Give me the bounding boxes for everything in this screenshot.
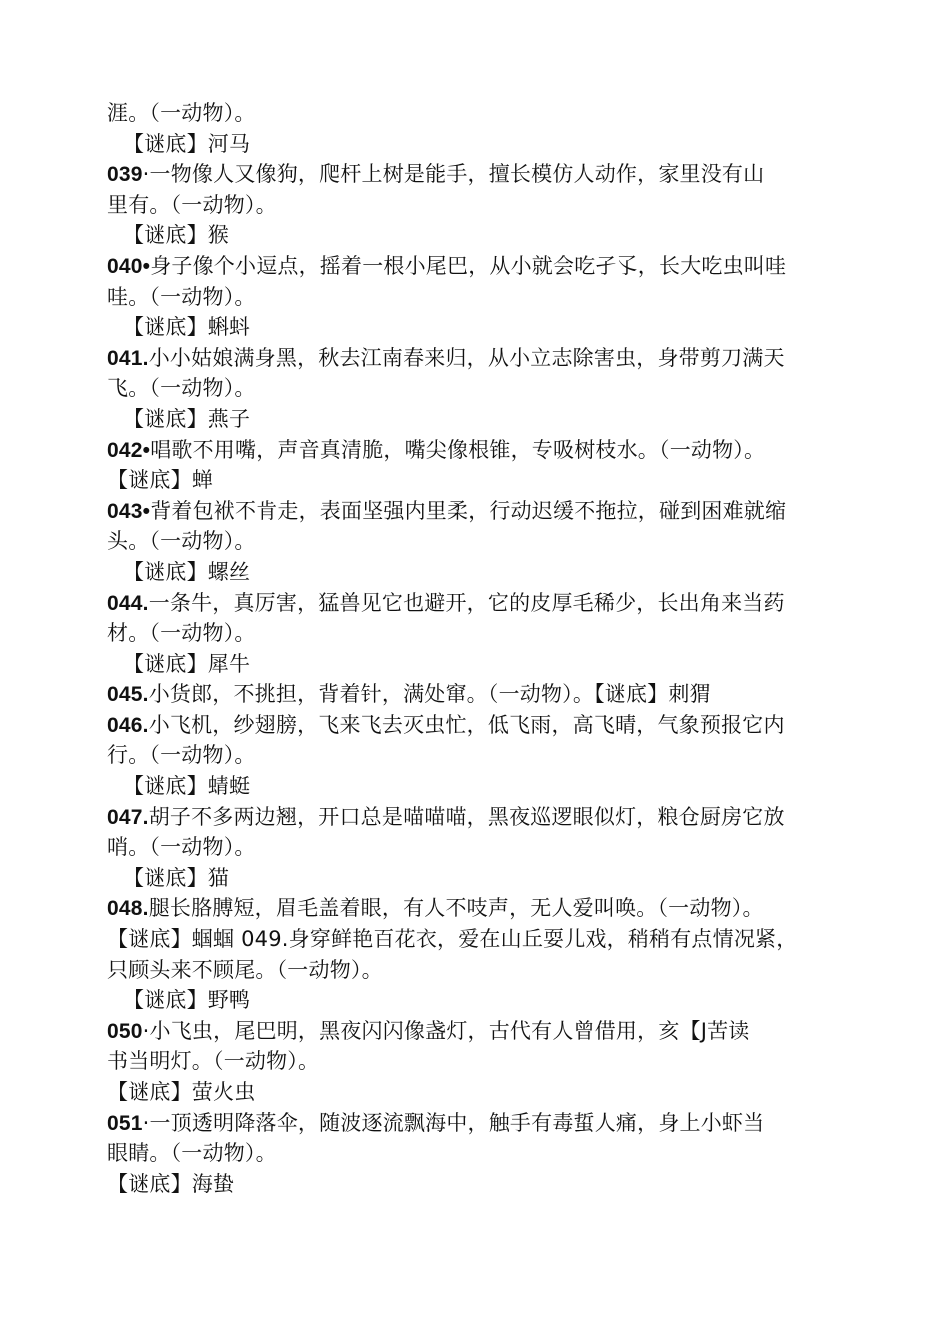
line-text: ·一顶透明降落伞，随波逐流飘海中，触手有毒蜇人痛，身上小虾当 [142,1110,765,1135]
line-text: 【谜底】燕子 [123,406,251,431]
line-text: 飞。（一动物）。 [107,376,256,401]
line-text: 涯。（一动物）。 [107,101,256,125]
text-line [107,802,950,833]
line-text: ·小飞虫，尾巴明，黑夜闪闪像盏灯，古代有人曾借用，亥【J苦读 [142,1018,750,1043]
line-text: ·一物像人又像狗，爬杆上树是能手，擅长模仿人动作，家里没有山 [142,162,765,187]
line-text: 眼睛。（一动物）。 [107,1141,277,1166]
line-text: 【谜底】蜻蜓 [123,774,251,799]
text-line [107,190,950,221]
text-line [107,679,950,710]
line-text: 唱歌不用嘴，声音真清脆，嘴尖像根锥，专吸树枝水。（一动物）。 [150,437,766,462]
riddle-number: 040• [107,254,151,278]
line-text: 胡子不多两边翘，开口总是喵喵喵，黑夜巡逻眼似灯，粮仓厨房它放 [148,804,785,829]
riddle-number: 041. [107,346,149,370]
text-line [107,832,950,863]
text-line [107,1077,950,1108]
text-line [107,220,950,251]
riddle-number: 047. [107,805,149,829]
line-text: 【谜底】河马 [123,131,251,156]
text-line [107,1108,950,1139]
line-text: 一条牛，真厉害，猛兽见它也避开，它的皮厚毛稀少，长出角来当药 [148,590,785,615]
riddle-number: 042• [107,438,151,462]
text-line [107,985,950,1016]
text-line [107,710,950,741]
text-line [107,312,950,343]
text-line [107,740,950,771]
riddle-number: 046. [107,713,149,737]
line-text: 小货郎，不挑担，背着针，满处窜。（一动物）。【谜底】刺猬 [148,682,711,707]
text-line [107,282,950,313]
text-line [107,1169,950,1200]
line-text: 哇。（一动物）。 [107,284,256,309]
text-line [107,526,950,557]
line-text: 书当明灯。（一动物）。 [107,1049,320,1074]
text-line [107,251,950,282]
text-line [107,129,950,160]
line-text: 小小姑娘满身黑，秋去江南春来归，从小立志除害虫，身带剪刀满天 [148,345,785,370]
line-text: 小飞机，纱翅膀，飞来飞去灭虫忙，低飞雨，高飞晴，气象预报它内 [148,712,785,737]
text-line [107,955,950,986]
line-text: 身子像个小逗点，摇着一根小尾巴，从小就会吃孑孓，长大吃虫叫哇 [150,253,787,278]
line-text: 材。（一动物）。 [107,621,256,646]
line-text: 【谜底】蝉 [107,468,213,493]
text-line [107,649,950,680]
line-text: 背着包袱不肯走，表面坚强内里柔，行动迟缓不拖拉，碰到困难就缩 [150,498,787,523]
line-text: 行。（一动物）。 [107,743,256,768]
text-line [107,863,950,894]
text-line [107,465,950,496]
text-line [107,1046,950,1077]
text-line [107,1016,950,1047]
line-text: 【谜底】蝈蝈 049.身穿鲜艳百花衣，爱在山丘耍儿戏，稍稍有点情况紧， [107,927,798,952]
text-line [107,557,950,588]
text-line [107,1138,950,1169]
line-text: 里有。（一动物）。 [107,192,277,217]
text-line [107,343,950,374]
line-text: 【谜底】螺丝 [123,559,251,584]
line-text: 【谜底】海蛰 [107,1171,235,1196]
text-line [107,771,950,802]
riddle-number: 045. [107,683,149,707]
riddle-number: 051 [107,1111,143,1135]
riddle-number: 050 [107,1019,143,1043]
line-text: 哨。（一动物）。 [107,835,256,860]
text-line [107,404,950,435]
line-text: 【谜底】猴 [123,223,229,248]
text-line [107,618,950,649]
line-text: 【谜底】萤火虫 [107,1080,256,1104]
text-line [107,924,950,955]
text-line [107,159,950,190]
riddle-number: 043• [107,499,151,523]
text-line [107,373,950,404]
line-text: 只顾头来不顾尾。（一动物）。 [107,957,383,982]
text-line [107,435,950,466]
line-text: 【谜底】野鸭 [123,988,251,1013]
riddle-number: 039 [107,163,143,187]
text-line [107,588,950,619]
line-text: 【谜底】犀牛 [123,651,251,676]
riddle-number: 044. [107,591,149,615]
text-line [107,893,950,924]
line-text: 【谜底】猫 [123,865,229,890]
line-text: 头。（一动物）。 [107,529,256,554]
riddle-number: 048. [107,897,149,921]
text-line [107,98,950,129]
line-text: 腿长胳膊短，眉毛盖着眼，有人不吱声，无人爱叫唤。（一动物）。 [148,896,764,921]
text-line [107,496,950,527]
line-text: 【谜底】蝌蚪 [123,315,251,340]
